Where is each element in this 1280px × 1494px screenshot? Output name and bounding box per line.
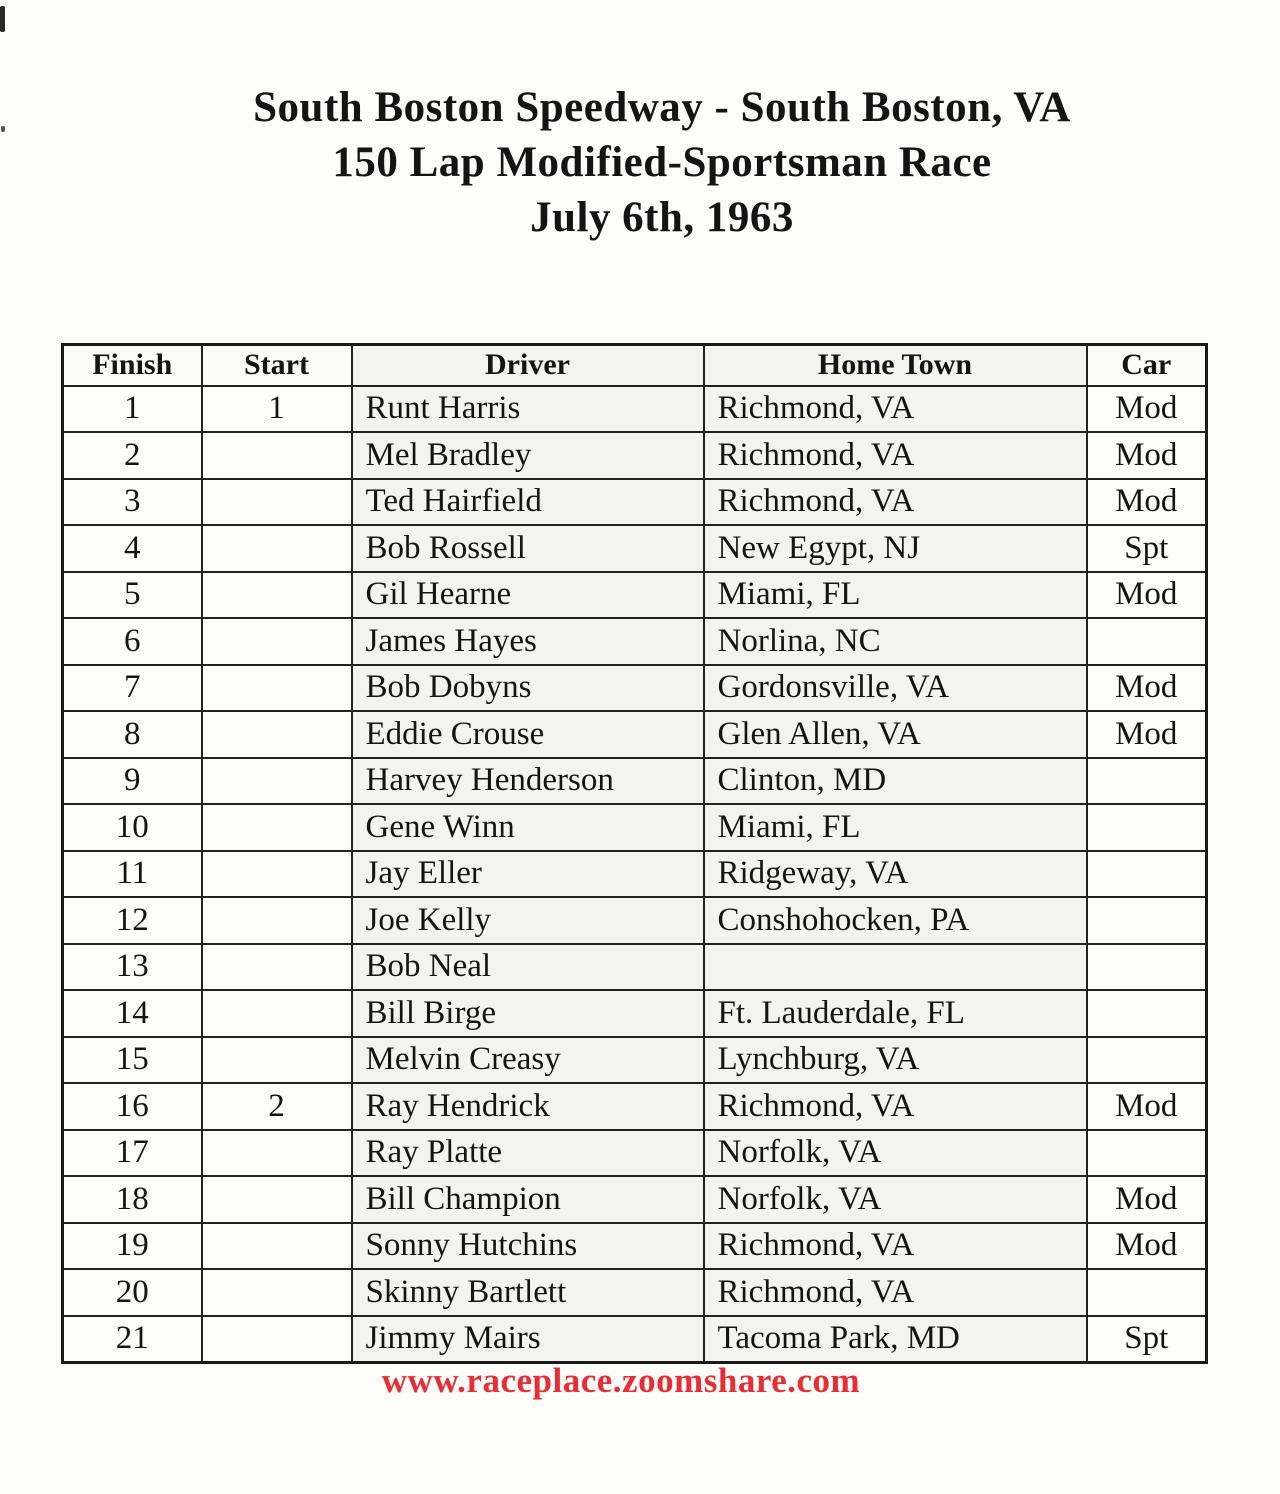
cell-start — [202, 479, 352, 526]
table-row — [63, 1083, 1207, 1130]
cell-driver: Ted Hairfield — [352, 479, 704, 526]
cell-home_town: Richmond, VA — [704, 1223, 1087, 1270]
cell-finish: 9 — [63, 758, 202, 805]
cell-finish: 4 — [63, 525, 202, 572]
table-header-row — [63, 345, 1207, 386]
page-title — [22, 80, 1280, 245]
cell-start — [202, 711, 352, 758]
cell-finish: 12 — [63, 897, 202, 944]
cell-finish: 17 — [63, 1130, 202, 1177]
table-row — [63, 711, 1207, 758]
cell-finish: 2 — [63, 432, 202, 479]
cell-driver: Runt Harris — [352, 386, 704, 433]
cell-driver: James Hayes — [352, 618, 704, 665]
cell-finish: 3 — [63, 479, 202, 526]
cell-driver: Mel Bradley — [352, 432, 704, 479]
cell-start — [202, 758, 352, 805]
cell-home_town: Glen Allen, VA — [704, 711, 1087, 758]
cell-car — [1087, 1037, 1207, 1084]
cell-driver: Jay Eller — [352, 851, 704, 898]
table-row — [63, 479, 1207, 526]
cell-start: 2 — [202, 1083, 352, 1130]
cell-driver: Gene Winn — [352, 804, 704, 851]
cell-driver: Bob Neal — [352, 944, 704, 991]
cell-car: Mod — [1087, 1223, 1207, 1270]
cell-start — [202, 1223, 352, 1270]
cell-home_town: Gordonsville, VA — [704, 665, 1087, 712]
cell-home_town: Norfolk, VA — [704, 1130, 1087, 1177]
table-row — [63, 1176, 1207, 1223]
cell-start — [202, 1130, 352, 1177]
cell-finish: 14 — [63, 990, 202, 1037]
cell-car — [1087, 758, 1207, 805]
cell-finish: 20 — [63, 1269, 202, 1316]
cell-start — [202, 804, 352, 851]
cell-start — [202, 1176, 352, 1223]
cell-start — [202, 1269, 352, 1316]
table-row — [63, 525, 1207, 572]
cell-car: Mod — [1087, 1176, 1207, 1223]
column-header: Car — [1087, 345, 1207, 386]
cell-home_town: Richmond, VA — [704, 1083, 1087, 1130]
cell-driver: Bill Birge — [352, 990, 704, 1037]
cell-car: Mod — [1087, 432, 1207, 479]
cell-finish: 11 — [63, 851, 202, 898]
cell-start — [202, 1316, 352, 1363]
cell-home_town: New Egypt, NJ — [704, 525, 1087, 572]
cell-start — [202, 851, 352, 898]
cell-start: 1 — [202, 386, 352, 433]
column-header: Driver — [352, 345, 704, 386]
table-row — [63, 1130, 1207, 1177]
cell-finish: 13 — [63, 944, 202, 991]
cell-finish: 21 — [63, 1316, 202, 1363]
cell-start — [202, 1037, 352, 1084]
table-row — [63, 572, 1207, 619]
cell-driver: Ray Hendrick — [352, 1083, 704, 1130]
cell-car — [1087, 618, 1207, 665]
table-row — [63, 1223, 1207, 1270]
cell-home_town: Richmond, VA — [704, 479, 1087, 526]
cell-finish: 1 — [63, 386, 202, 433]
cell-car — [1087, 804, 1207, 851]
column-header: Finish — [63, 345, 202, 386]
cell-driver: Sonny Hutchins — [352, 1223, 704, 1270]
cell-home_town: Lynchburg, VA — [704, 1037, 1087, 1084]
table-row — [63, 1316, 1207, 1363]
cell-car: Spt — [1087, 1316, 1207, 1363]
cell-car: Mod — [1087, 386, 1207, 433]
title-line-track: South Boston Speedway - South Boston, VA — [253, 84, 1071, 131]
cell-car: Mod — [1087, 1083, 1207, 1130]
table-row — [63, 1037, 1207, 1084]
cell-driver: Joe Kelly — [352, 897, 704, 944]
table-row — [63, 386, 1207, 433]
cell-car — [1087, 851, 1207, 898]
cell-home_town: Richmond, VA — [704, 432, 1087, 479]
cell-start — [202, 618, 352, 665]
cell-home_town: Ridgeway, VA — [704, 851, 1087, 898]
cell-home_town: Richmond, VA — [704, 1269, 1087, 1316]
cell-finish: 10 — [63, 804, 202, 851]
cell-finish: 16 — [63, 1083, 202, 1130]
cell-car: Mod — [1087, 665, 1207, 712]
cell-finish: 19 — [63, 1223, 202, 1270]
cell-finish: 15 — [63, 1037, 202, 1084]
cell-driver: Melvin Creasy — [352, 1037, 704, 1084]
cell-finish: 18 — [63, 1176, 202, 1223]
column-header: Home Town — [704, 345, 1087, 386]
cell-start — [202, 432, 352, 479]
scan-artifact — [0, 6, 5, 32]
table-row — [63, 897, 1207, 944]
cell-finish: 5 — [63, 572, 202, 619]
cell-car: Mod — [1087, 711, 1207, 758]
cell-car — [1087, 944, 1207, 991]
cell-home_town: Clinton, MD — [704, 758, 1087, 805]
cell-car: Mod — [1087, 479, 1207, 526]
table-row — [63, 804, 1207, 851]
cell-driver: Harvey Henderson — [352, 758, 704, 805]
cell-driver: Eddie Crouse — [352, 711, 704, 758]
table-row — [63, 665, 1207, 712]
cell-driver: Bob Dobyns — [352, 665, 704, 712]
website-url: www.raceplace.zoomshare.com — [381, 1361, 861, 1400]
table-row — [63, 758, 1207, 805]
table-row — [63, 1269, 1207, 1316]
cell-start — [202, 572, 352, 619]
cell-home_town: Norlina, NC — [704, 618, 1087, 665]
race-results-table — [61, 343, 1208, 1364]
cell-home_town: Miami, FL — [704, 804, 1087, 851]
cell-driver: Ray Platte — [352, 1130, 704, 1177]
cell-car — [1087, 990, 1207, 1037]
cell-start — [202, 897, 352, 944]
cell-car: Spt — [1087, 525, 1207, 572]
table-row — [63, 851, 1207, 898]
table-row — [63, 990, 1207, 1037]
column-header: Start — [202, 345, 352, 386]
cell-home_town: Norfolk, VA — [704, 1176, 1087, 1223]
cell-car — [1087, 1269, 1207, 1316]
cell-finish: 7 — [63, 665, 202, 712]
cell-driver: Skinny Bartlett — [352, 1269, 704, 1316]
table-row — [63, 432, 1207, 479]
cell-car: Mod — [1087, 572, 1207, 619]
cell-driver: Gil Hearne — [352, 572, 704, 619]
cell-home_town: Richmond, VA — [704, 386, 1087, 433]
cell-car — [1087, 897, 1207, 944]
table-header — [63, 345, 1207, 386]
cell-start — [202, 990, 352, 1037]
table-row — [63, 618, 1207, 665]
cell-start — [202, 525, 352, 572]
table-row — [63, 944, 1207, 991]
cell-finish: 6 — [63, 618, 202, 665]
cell-finish: 8 — [63, 711, 202, 758]
cell-driver: Bill Champion — [352, 1176, 704, 1223]
cell-car — [1087, 1130, 1207, 1177]
cell-home_town: Ft. Lauderdale, FL — [704, 990, 1087, 1037]
cell-driver: Bob Rossell — [352, 525, 704, 572]
title-line-date: July 6th, 1963 — [530, 194, 794, 241]
cell-home_town: Miami, FL — [704, 572, 1087, 619]
scan-artifact — [1, 126, 5, 132]
cell-start — [202, 944, 352, 991]
table-body — [63, 386, 1207, 1363]
cell-home_town: Conshohocken, PA — [704, 897, 1087, 944]
cell-home_town — [704, 944, 1087, 991]
title-line-race: 150 Lap Modified-Sportsman Race — [332, 139, 992, 186]
cell-driver: Jimmy Mairs — [352, 1316, 704, 1363]
cell-home_town: Tacoma Park, MD — [704, 1316, 1087, 1363]
cell-start — [202, 665, 352, 712]
